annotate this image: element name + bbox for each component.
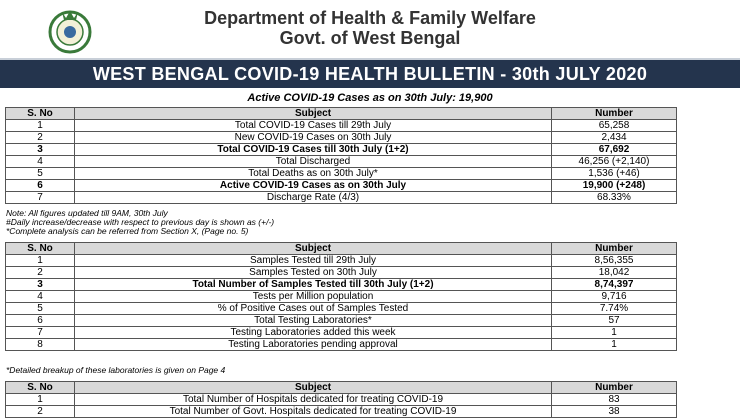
subject-cell: New COVID-19 Cases on 30th July (75, 132, 552, 144)
number-cell: 57 (552, 315, 677, 327)
serial-cell: 1 (6, 394, 75, 406)
serial-cell: 2 (6, 132, 75, 144)
table-row (6, 144, 677, 156)
table-header-row (6, 382, 677, 394)
bulletin-header (0, 0, 740, 58)
number-cell: 7.74% (552, 303, 677, 315)
bulletin-banner (0, 58, 740, 88)
subject-cell: Samples Tested on 30th July (75, 267, 552, 279)
serial-cell: 6 (6, 180, 75, 192)
subject-cell: Tests per Million population (75, 291, 552, 303)
column-header: Number (552, 243, 677, 255)
government-line: Govt. of West Bengal (279, 28, 461, 48)
subject-cell: Total Number of Govt. Hospitals dedicated for treating COVID-19 (75, 406, 552, 418)
subject-cell: Total Number of Samples Tested till 30th July (1+2) (75, 279, 552, 291)
subject-cell: % of Positive Cases out of Samples Tested (75, 303, 552, 315)
number-cell: 19,900 (+248) (552, 180, 677, 192)
bulletin-title: WEST BENGAL COVID-19 HEALTH BULLETIN - 30th JULY 2020 (92, 64, 648, 84)
serial-cell: 6 (6, 315, 75, 327)
note-line: #Daily increase/decrease with respect to previous day is shown as (+/-) (6, 217, 275, 227)
department-line: Department of Health & Family Welfare (204, 8, 536, 28)
table-row (6, 315, 677, 327)
subject-cell: Total Deaths as on 30th July* (75, 168, 552, 180)
table-row (6, 120, 677, 132)
table-row (6, 394, 677, 406)
subject-cell: Total COVID-19 Cases till 30th July (1+2) (75, 144, 552, 156)
table-row (6, 180, 677, 192)
column-header: Number (552, 382, 677, 394)
column-header: Subject (75, 108, 552, 120)
table-header-row (6, 243, 677, 255)
serial-cell: 1 (6, 120, 75, 132)
number-cell: 8,56,355 (552, 255, 677, 267)
active-cases-line: Active COVID-19 Cases as on 30th July: 19,900 (247, 92, 493, 104)
subject-cell: Testing Laboratories pending approval (75, 339, 552, 351)
serial-cell: 1 (6, 255, 75, 267)
table-row (6, 339, 677, 351)
subject-cell: Active COVID-19 Cases as on 30th July (75, 180, 552, 192)
column-header: S. No (6, 382, 75, 394)
number-cell: 67,692 (552, 144, 677, 156)
subject-cell: Samples Tested till 29th July (75, 255, 552, 267)
subject-cell: Total Testing Laboratories* (75, 315, 552, 327)
serial-cell: 5 (6, 303, 75, 315)
column-header: S. No (6, 243, 75, 255)
table-row (6, 192, 677, 204)
note-line: Note: All figures updated till 9AM, 30th July (6, 208, 168, 218)
table-row (6, 132, 677, 144)
number-cell: 65,258 (552, 120, 677, 132)
table-row (6, 279, 677, 291)
cases-notes (6, 209, 274, 236)
number-cell: 1 (552, 327, 677, 339)
testing-table (5, 242, 677, 351)
serial-cell: 3 (6, 144, 75, 156)
table-header-row (6, 108, 677, 120)
west-bengal-seal-icon (46, 6, 94, 54)
subject-cell: Discharge Rate (4/3) (75, 192, 552, 204)
number-cell: 68.33% (552, 192, 677, 204)
cases-table (5, 107, 677, 204)
table-row (6, 327, 677, 339)
serial-cell: 7 (6, 192, 75, 204)
serial-cell: 2 (6, 406, 75, 418)
subject-cell: Total Discharged (75, 156, 552, 168)
number-cell: 1,536 (+46) (552, 168, 677, 180)
laboratories-note: *Detailed breakup of these laboratories is given on Page 4 (6, 365, 226, 375)
serial-cell: 7 (6, 327, 75, 339)
serial-cell: 5 (6, 168, 75, 180)
note-line: *Complete analysis can be referred from Section X, (Page no. 5) (6, 226, 249, 236)
column-header: S. No (6, 108, 75, 120)
subject-cell: Testing Laboratories added this week (75, 327, 552, 339)
serial-cell: 2 (6, 267, 75, 279)
subject-cell: Total COVID-19 Cases till 29th July (75, 120, 552, 132)
subject-cell: Total Number of Hospitals dedicated for treating COVID-19 (75, 394, 552, 406)
serial-cell: 4 (6, 156, 75, 168)
number-cell: 8,74,397 (552, 279, 677, 291)
number-cell: 38 (552, 406, 677, 418)
department-title (150, 8, 590, 48)
number-cell: 83 (552, 394, 677, 406)
number-cell: 18,042 (552, 267, 677, 279)
column-header: Subject (75, 382, 552, 394)
table-row (6, 267, 677, 279)
column-header: Subject (75, 243, 552, 255)
number-cell: 46,256 (+2,140) (552, 156, 677, 168)
number-cell: 2,434 (552, 132, 677, 144)
number-cell: 9,716 (552, 291, 677, 303)
table-row (6, 406, 677, 418)
table-row (6, 291, 677, 303)
serial-cell: 8 (6, 339, 75, 351)
table-row (6, 303, 677, 315)
column-header: Number (552, 108, 677, 120)
table-row (6, 156, 677, 168)
serial-cell: 3 (6, 279, 75, 291)
number-cell: 1 (552, 339, 677, 351)
table-row (6, 255, 677, 267)
serial-cell: 4 (6, 291, 75, 303)
table-row (6, 168, 677, 180)
hospitals-table (5, 381, 677, 418)
